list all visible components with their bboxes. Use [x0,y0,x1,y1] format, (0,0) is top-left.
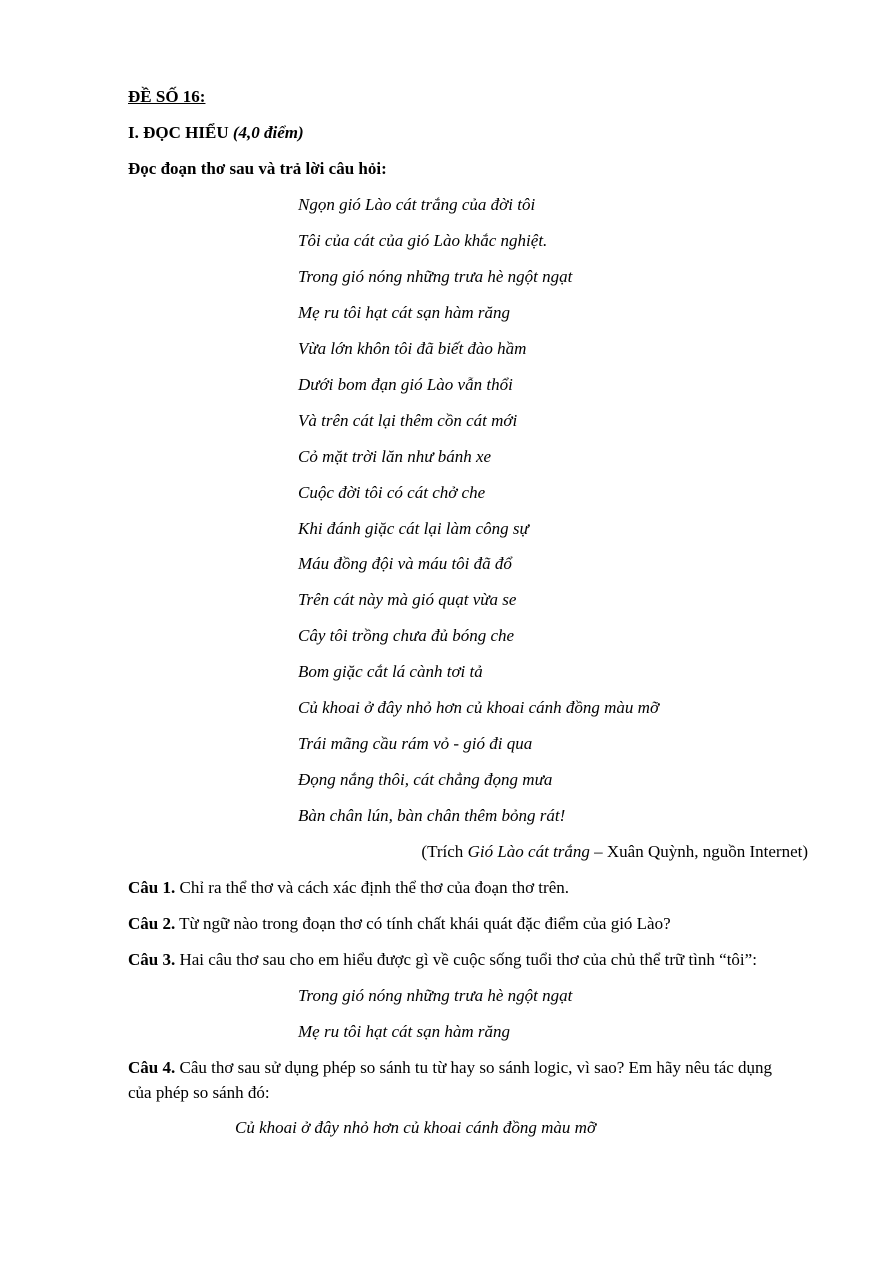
poem-line: Củ khoai ở đây nhỏ hơn củ khoai cánh đồng màu mỡ [298,698,660,717]
poem-line: Trên cát này mà gió quạt vừa se [298,590,517,609]
poem-line: Cây tôi trồng chưa đủ bóng che [298,626,515,645]
poem-line: Bàn chân lún, bàn chân thêm bỏng rát! [298,806,566,825]
question-label: Câu 3. [128,950,176,969]
exam-title: ĐỀ SỐ 16: [128,87,206,106]
poem-line: Và trên cát lại thêm cồn cát mới [298,411,518,430]
poem-line: Mẹ ru tôi hạt cát sạn hàm răng [298,303,511,322]
poem-line: Trái mãng cầu rám vỏ - gió đi qua [298,734,533,753]
source-prefix: (Trích [421,842,468,861]
instruction: Đọc đoạn thơ sau và trả lời câu hỏi: [128,159,387,178]
poem-line: Bom giặc cắt lá cành tơi tả [298,662,483,681]
poem-line: Tôi của cát của gió Lào khắc nghiệt. [298,231,548,250]
question-1 [128,875,788,900]
question-text: Từ ngữ nào trong đoạn thơ có tính chất khái quát đặc điểm của gió Lào? [175,914,671,933]
question-text: Hai câu thơ sau cho em hiểu được gì về cuộc sống tuổi thơ của chủ thể trữ tình “tôi”: [175,950,757,969]
poem-line: Vừa lớn khôn tôi đã biết đào hầm [298,339,527,358]
question-4-quote-line: Củ khoai ở đây nhỏ hơn củ khoai cánh đồng màu mỡ [235,1118,597,1137]
question-3 [128,947,788,972]
poem-line: Trong gió nóng những trưa hè ngột ngạt [298,267,573,286]
question-3-quote-line: Mẹ ru tôi hạt cát sạn hàm răng [298,1022,511,1041]
poem-line: Khi đánh giặc cát lại làm công sự [298,519,529,538]
section-title: I. ĐỌC HIỂU [128,123,229,142]
section-points: (4,0 điểm) [232,123,304,142]
poem-line: Đọng nắng thôi, cát chẳng đọng mưa [298,770,553,789]
poem-line: Ngọn gió Lào cát trắng của đời tôi [298,195,536,214]
poem-line: Cỏ mặt trời lăn như bánh xe [298,447,492,466]
source-suffix: – Xuân Quỳnh, nguồn Internet) [589,842,808,861]
question-label: Câu 2. [128,914,176,933]
source-title: Gió Lào cát trắng [467,842,590,861]
poem-source [421,841,808,863]
question-3-quote-line: Trong gió nóng những trưa hè ngột ngạt [298,986,573,1005]
question-4 [128,1055,788,1105]
question-label: Câu 4. [128,1058,176,1077]
question-label: Câu 1. [128,878,176,897]
poem-line: Cuộc đời tôi có cát chở che [298,483,486,502]
poem-line: Dưới bom đạn gió Lào vẫn thổi [298,375,513,394]
section-heading [128,122,304,144]
question-text: Câu thơ sau sử dụng phép so sánh tu từ hay so sánh logic, vì sao? Em hãy nêu tác dụng của phép so sánh đó: [128,1058,773,1102]
question-text: Chỉ ra thể thơ và cách xác định thể thơ của đoạn thơ trên. [175,878,569,897]
poem-line: Máu đồng đội và máu tôi đã đổ [298,554,512,573]
question-2 [128,911,788,936]
